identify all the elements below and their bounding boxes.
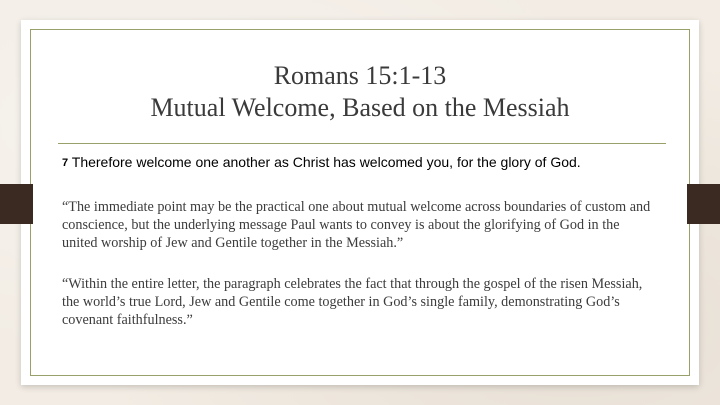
quote-paragraph-2: “Within the entire letter, the paragraph celebrates the fact that through the gospel of the risen Messiah, the world’s true Lord, Jew and Gentile come together in God’s single family, demonstrating God’s covenant faithfulness.”	[62, 276, 643, 328]
left-decorative-tab	[0, 184, 33, 224]
slide-title	[60, 60, 660, 124]
quote-paragraph-1: “The immediate point may be the practical one about mutual welcome across boundaries of custom and conscience, but the underlying message Paul wants to convey is about the glorifying of God in the united worship of Jew and Gentile together in the Messiah.”	[62, 199, 651, 251]
title-line-1: Romans 15:1-13	[273, 61, 447, 90]
verse-body: Therefore welcome one another as Christ has welcomed you, for the glory of God.	[71, 154, 581, 170]
title-divider	[58, 143, 666, 144]
verse-text	[62, 153, 642, 172]
title-line-2: Mutual Welcome, Based on the Messiah	[150, 93, 570, 122]
verse-number: 7	[62, 157, 69, 169]
right-decorative-tab	[687, 184, 720, 224]
